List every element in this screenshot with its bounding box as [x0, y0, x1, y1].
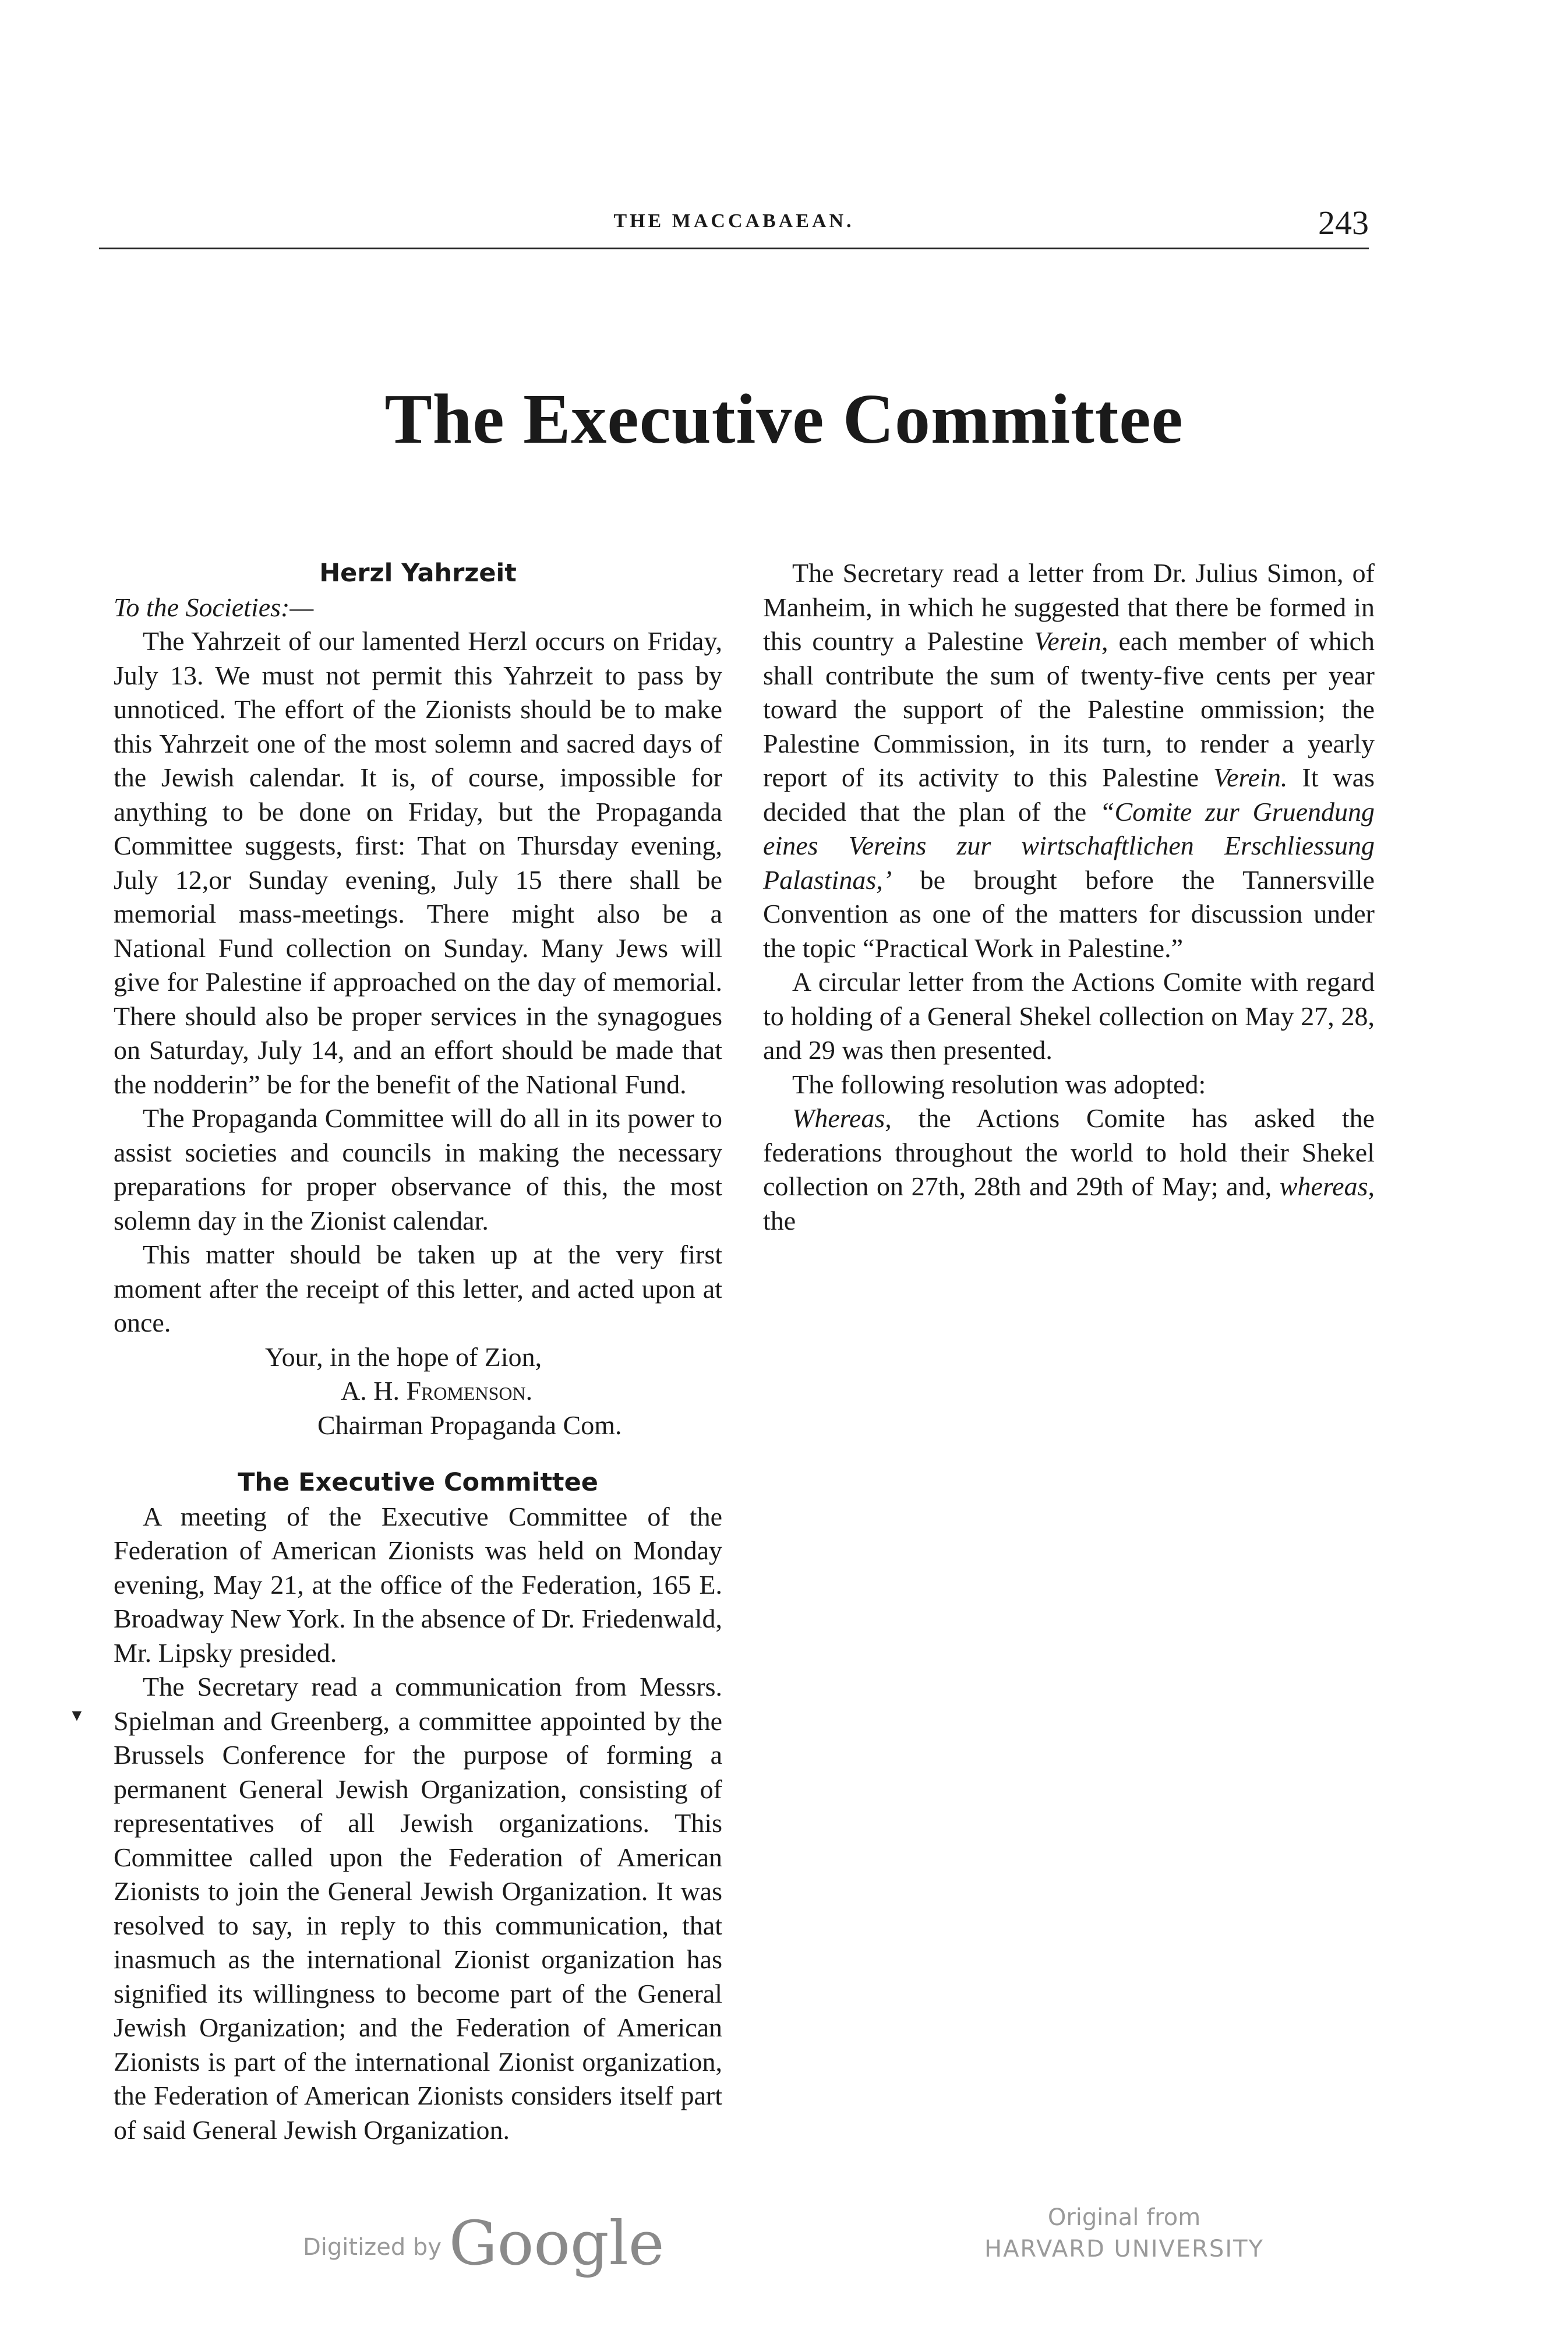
salutation: To the Societies:—: [114, 592, 314, 622]
executive-paragraph-3: [763, 556, 1375, 965]
running-head: [99, 204, 1369, 248]
page-title: The Executive Committee: [384, 380, 1184, 458]
letter-closing: Your, in the hope of Zion,: [265, 1341, 542, 1372]
p3-comite: “Comite zur Gruendung eines Vereins zur wirtschaftlichen Erschliessung Palastinas,’: [763, 796, 1375, 895]
digitized-by-label: Digitized by: [303, 2234, 442, 2261]
right-column: [763, 556, 1375, 1238]
p6-whereas-2: whereas,: [1279, 1171, 1375, 1201]
herzl-paragraph-1: The Yahrzeit of our lamented Herzl occurs on Friday, July 13. We must not permit this Yahrzeit to pass by unnoticed. The effort of the Zionists should be to make this Yahrzeit one of the most solemn and sacred days of the Jewish calendar. It is, of course, impossible for anything to be done on Friday, but the Propaganda Committee suggests, first: That on Thursday evening, July 12,or Sunday evening, July 15 there shall be memorial mass-meetings. There might also be a National Fund collection on Sunday. Many Jews will give for Palestine if approached on the day of memorial. There should also be proper services in the synagogues on Saturday, July 14, and an effort should be made that the nodderin” be for the benefit of the National Fund.: [114, 626, 722, 1099]
p3-text-a: The Secretary read a letter from Dr. Julius Simon, of Manheim, in which he suggested that there be formed in this country a Palestine: [763, 558, 1375, 656]
digitized-watermark: [303, 2208, 664, 2279]
p6-text-a: the Actions Comite has asked the federations throughout the world to hold their Shekel collection on 27th, 28th and 29th of May; and,: [763, 1103, 1375, 1201]
source-watermark: [961, 2202, 1287, 2265]
p6-whereas-1: Whereas,: [792, 1103, 892, 1133]
p3-verein-2: Verein.: [1213, 762, 1288, 792]
institution-label: HARVARD UNIVERSITY: [984, 2236, 1264, 2262]
herzl-heading: Herzl Yahrzeit: [319, 559, 517, 588]
left-column: [114, 556, 722, 2147]
signatory-title: Chairman Propaganda Com.: [317, 1410, 622, 1440]
executive-paragraph-1: A meeting of the Executive Committee of the Federation of American Zionists was held on Monday evening, May 21, at the office of the Federation, 165 E. Broadway New York. In the absence of Dr. Friedenwald, Mr. Lipsky presided.: [114, 1501, 722, 1668]
executive-paragraph-4: A circular letter from the Actions Comite with regard to holding of a General Shekel collection on May 27, 28, and 29 was then presented.: [763, 967, 1375, 1065]
herzl-paragraph-3: This matter should be taken up at the very first moment after the receipt of this letter, and acted upon at once.: [114, 1240, 722, 1337]
running-title: THE MACCABAEAN.: [613, 210, 854, 232]
p3-text-d: be brought before the Tannersville Convention as one of the matters for discussion under the topic “Practical Work in Palestine.”: [763, 864, 1375, 963]
executive-paragraph-6: [763, 1102, 1375, 1238]
original-from-label: Original from: [1047, 2204, 1201, 2231]
executive-paragraph-2: The Secretary read a communication from Messrs. Spielman and Greenberg, a committee appointed by the Brussels Conference for the purpose of forming a permanent General Jewish Organization, consisting of representatives of all Jewish organizations. This Committee called upon the Federation of American Zionists to join the General Jewish Organization. It was resolved to say, in reply to this communication, that inasmuch as the international Zionist organization has signified its willingness to become part of the General Jewish Organization; and the Federation of American Zionists is part of the international Zionist organization, the Federation of American Zionists considers itself part of said General Jewish Organization.: [114, 1672, 722, 2145]
margin-arrow-icon: ▼: [69, 1707, 85, 1725]
page-number: 243: [1318, 204, 1369, 242]
p3-text-c: It was decided that the plan of the: [763, 762, 1375, 827]
header-rule: [99, 248, 1369, 249]
executive-heading: The Executive Committee: [238, 1468, 598, 1497]
p3-text-b: each member of which shall contribute the sum of twenty-five cents per year toward the support of the Palestine ommission; the Palestine Commission, in its turn, to render a yearly report of its activity to this Palestine: [763, 626, 1375, 792]
signatory: A. H. Fromenson.: [341, 1376, 533, 1406]
p6-text-b: the: [763, 1205, 796, 1235]
p3-verein-1: Verein,: [1034, 626, 1108, 656]
executive-paragraph-5: The following resolution was adopted:: [792, 1069, 1206, 1099]
herzl-paragraph-2: The Propaganda Committee will do all in its power to assist societies and councils in making the necessary preparations for proper observance of this, the most solemn day in the Zionist calendar.: [114, 1103, 722, 1235]
google-logo: Google: [448, 2208, 665, 2279]
